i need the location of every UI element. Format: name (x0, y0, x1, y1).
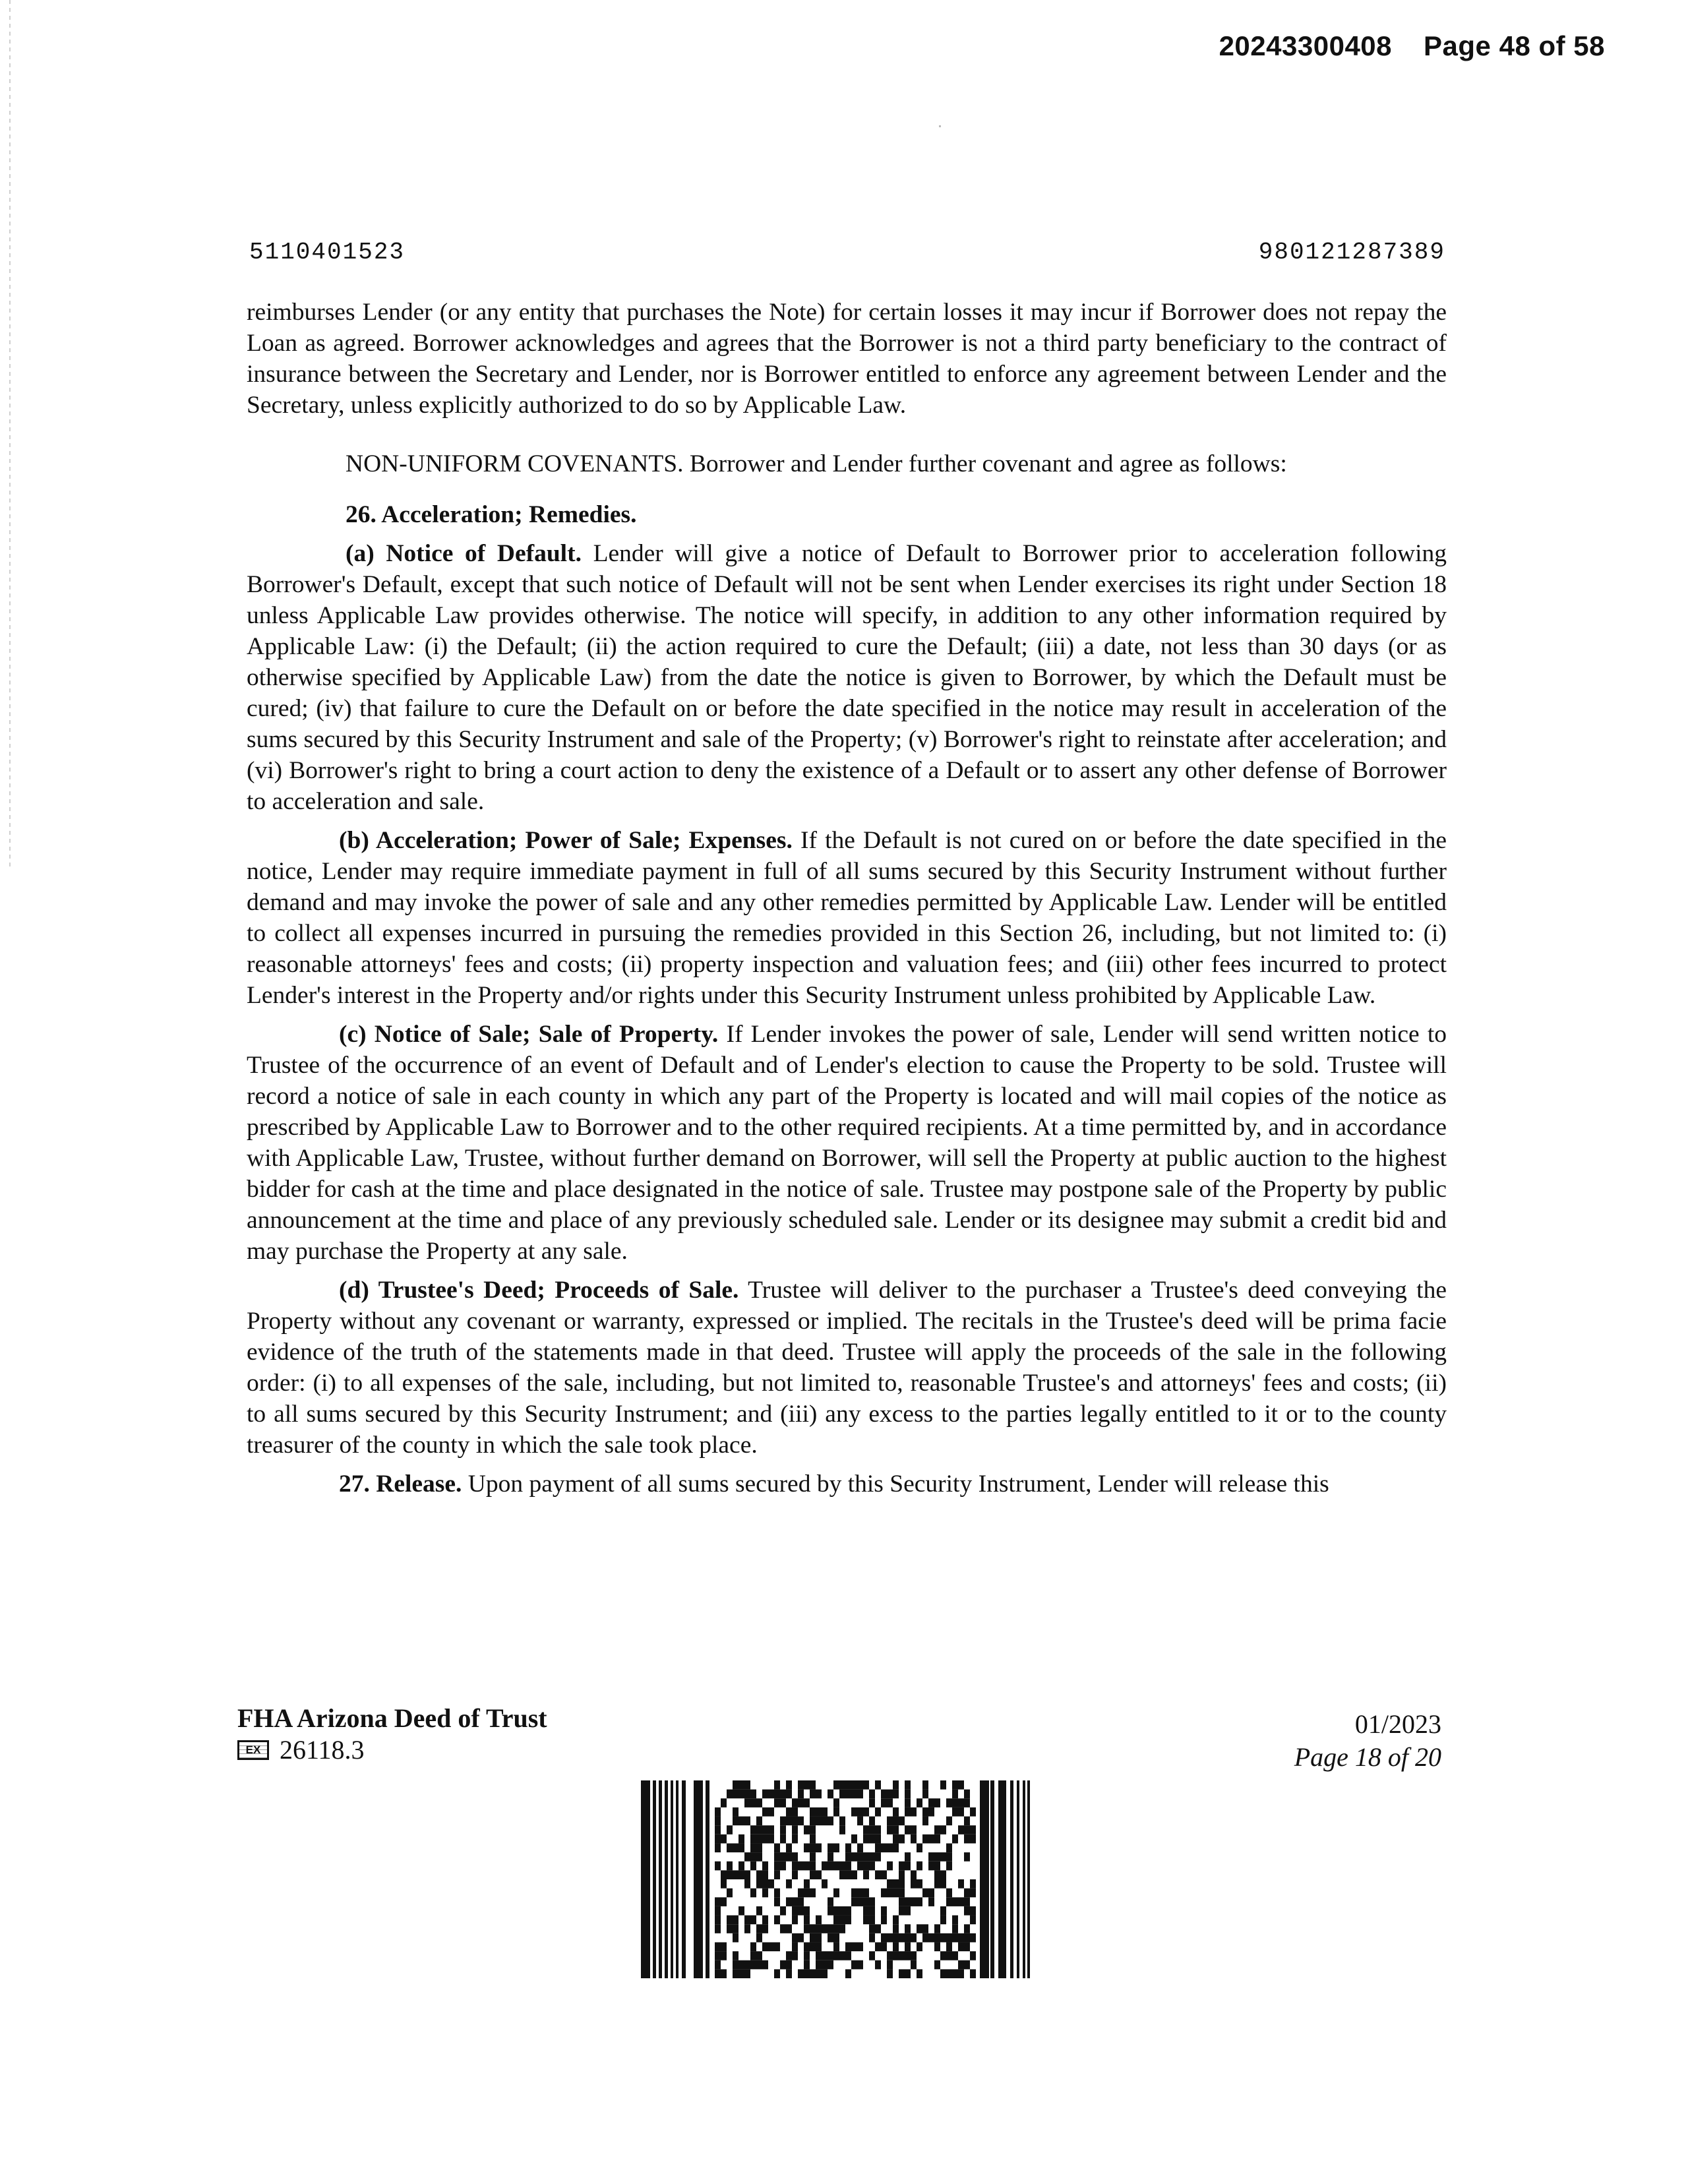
subsection-b-heading: (b) Acceleration; Power of Sale; Expenses. (339, 827, 793, 854)
section-26-heading: 26. Acceleration; Remedies. (346, 501, 637, 528)
section-27-heading: 27. Release. (339, 1471, 462, 1498)
recording-number: 20243300408 (1219, 30, 1393, 61)
form-date: 01/2023 (1354, 1709, 1441, 1739)
paragraph-27 (247, 1469, 1447, 1500)
subsection-d-heading: (d) Trustee's Deed; Proceeds of Sale. (339, 1277, 739, 1304)
min-number: 980121287389 (1258, 239, 1445, 266)
paragraph-26d (247, 1275, 1447, 1461)
subsection-c-text: If Lender invokes the power of sale, Lender will send written notice to Trustee of the occurrence of an event of Default and of Lender's election to cause the Property to be sold. Trustee will record a notice of sale in each county in which any part of the Property is located and will mail copies of the notice as prescribed by Applicable Law to Borrower and to the other required recipients. At a time permitted by, and in accordance with Applicable Law, Trustee, without further demand on Borrower, will sell the Property at public auction to the highest bidder for cash at the time and place designated in the notice of sale. Trustee may postpone sale of the Property by public announcement at the time and place of any previously scheduled sale. Lender or its designee may submit a credit bid and may purchase the Property at any sale. (247, 1021, 1447, 1265)
paragraph-26b (247, 825, 1447, 1011)
scan-speck (939, 125, 941, 127)
paragraph-26a (247, 538, 1447, 817)
subsection-b-text: If the Default is not cured on or before the date specified in the notice, Lender may require immediate payment in full of all sums secured by this Security Instrument without further demand and may invoke the power of sale and any other remedies permitted by Applicable Law. Lender will be entitled to collect all expenses incurred in pursuing the remedies provided in this Section 26, including, but not limited to: (i) reasonable attorneys' fees and costs; (ii) property inspection and valuation fees; and (iii) other fees incurred to protect Lender's interest in the Property and/or rights under this Security Instrument unless prohibited by Applicable Law. (247, 827, 1447, 1009)
pdf417-barcode-icon (641, 1780, 1030, 1978)
form-title: FHA Arizona Deed of Trust (237, 1703, 547, 1733)
form-id-row (237, 1734, 547, 1766)
paragraph-non-uniform-covenants: NON-UNIFORM COVENANTS. Borrower and Lender further covenant and agree as follows: (346, 450, 1287, 477)
form-footer-right (1294, 1708, 1441, 1774)
ellie-mae-logo-icon: EX (237, 1740, 269, 1760)
recorder-page-label: Page 48 of 58 (1424, 30, 1605, 61)
subsection-a-heading: (a) Notice of Default. (346, 540, 582, 567)
document-body (247, 297, 1447, 1500)
form-footer-left (237, 1703, 547, 1766)
section-27-text: Upon payment of all sums secured by this Security Instrument, Lender will release this (462, 1471, 1329, 1498)
paragraph-continuation: reimburses Lender (or any entity that purchases the Note) for certain losses it may incur if Borrower does not repay the Loan as agreed. Borrower acknowledges and agrees that the Borrower is not a third party beneficiary to the contract of insurance between the Secretary and Lender, nor is Borrower entitled to enforce any agreement between Lender and the Secretary, unless explicitly authorized to do so by Applicable Law. (247, 299, 1447, 419)
loan-number: 5110401523 (249, 239, 406, 266)
scan-edge-artifact (9, 0, 11, 870)
subsection-c-heading: (c) Notice of Sale; Sale of Property. (339, 1021, 719, 1048)
subsection-d-text: Trustee will deliver to the purchaser a Trustee's deed conveying the Property without any covenant or warranty, expressed or implied. The recitals in the Trustee's deed will be prima facie evidence of the truth of the statements made in that deed. Trustee will apply the proceeds of the sale in the following order: (i) to all expenses of the sale, including, but not limited to, reasonable Trustee's and attorneys' fees and costs; (ii) to all sums secured by this Security Instrument; and (iii) any excess to the parties legally entitled to it or to the county treasurer of the county in which the sale took place. (247, 1277, 1447, 1459)
subsection-a-text: Lender will give a notice of Default to Borrower prior to acceleration following Borrower's Default, except that such notice of Default will not be sent when Lender exercises its right under Section 18 unless Applicable Law provides otherwise. The notice will specify, in addition to any other information required by Applicable Law: (i) the Default; (ii) the action required to cure the Default; (iii) a date, not less than 30 days (or as otherwise specified by Applicable Law) from the date the notice is given to Borrower, by which the Default must be cured; (iv) that failure to cure the Default on or before the date specified in the notice may result in acceleration of the sums secured by this Security Instrument and sale of the Property; (v) Borrower's right to reinstate after acceleration; and (vi) Borrower's right to bring a court action to deny the existence of a Default or to assert any other defense of Borrower to acceleration and sale. (247, 540, 1447, 815)
paragraph-26c (247, 1019, 1447, 1267)
form-page-number: Page 18 of 20 (1294, 1742, 1441, 1772)
form-number: 26118.3 (280, 1735, 365, 1765)
recorder-header (1219, 30, 1605, 62)
